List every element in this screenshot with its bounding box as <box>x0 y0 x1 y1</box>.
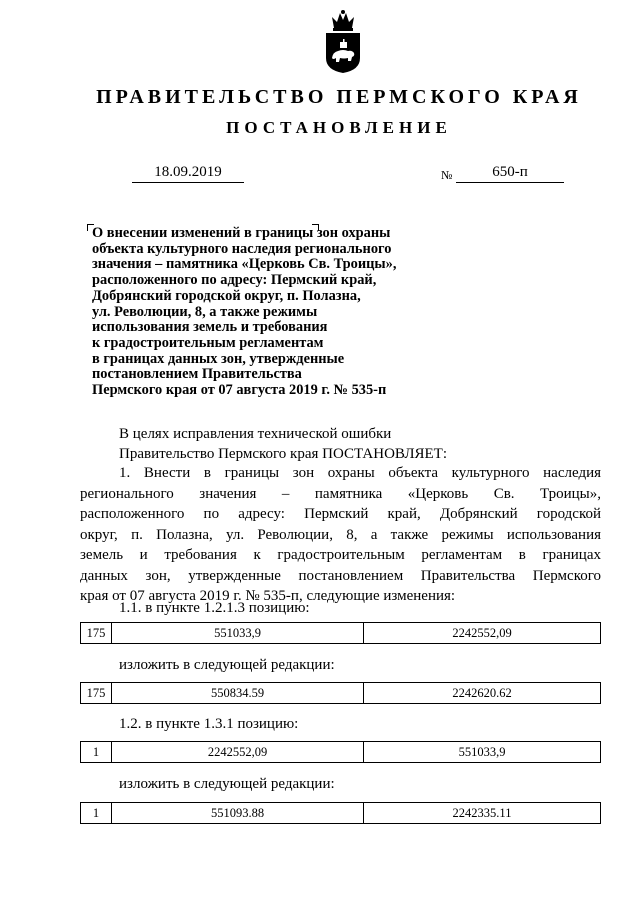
replace-text-1: изложить в следующей редакции: <box>119 657 335 673</box>
document-heading <box>92 226 432 399</box>
item-1-line: регионального значения – памятника «Церковь Св. Троицы», <box>80 486 601 502</box>
item-1-2: 1.2. в пункте 1.3.1 позицию: <box>119 716 299 732</box>
table-cell-x: 551033,9 <box>112 623 364 643</box>
government-title: ПРАВИТЕЛЬСТВО ПЕРМСКОГО КРАЯ <box>96 86 582 108</box>
item-1-line-last: края от 07 августа 2019 г. № 535-п, следующие изменения: <box>80 588 456 604</box>
table-position-new-2 <box>80 802 601 824</box>
heading-line: использования земель и требования <box>92 319 328 336</box>
table-position-old-1 <box>80 622 601 644</box>
heading-line: в границах данных зон, утвержденные <box>92 350 345 367</box>
paragraph-purpose: В целях исправления технической ошибки <box>119 426 392 442</box>
item-1-line <box>80 465 601 482</box>
table-cell-number: 175 <box>81 683 112 703</box>
item-1-1: 1.1. в пункте 1.2.1.3 позицию: <box>119 600 310 616</box>
table-cell-y: 551033,9 <box>458 744 506 759</box>
table-position-old-2 <box>80 741 601 763</box>
heading-line: постановлением Правительства <box>92 366 302 383</box>
item-1-line: расположенного по адресу: Пермский край, Добрянский городской <box>80 506 601 522</box>
document-number: 650-п <box>456 164 564 183</box>
table-cell-y: 2242552,09 <box>452 625 512 640</box>
item-1-line: данных зон, утвержденные постановлением Правительства Пермского <box>80 568 601 584</box>
heading-line: к градостроительным регламентам <box>92 334 324 351</box>
table-cell-y: 2242335.11 <box>452 805 512 820</box>
item-1-text: 1. Внести в границы зон охраны объекта культурного наследия <box>119 465 601 481</box>
number-sign: № <box>441 168 453 182</box>
table-cell-x: 551093.88 <box>112 803 364 823</box>
item-1-line: округ, п. Полазна, ул. Революции, 8, а также режимы использования <box>80 527 601 543</box>
document-type: ПОСТАНОВЛЕНИЕ <box>226 118 452 137</box>
table-cell-number: 175 <box>81 623 112 643</box>
heading-line: значения – памятника «Церковь Св. Троицы», <box>92 256 397 273</box>
table-cell-y: 2242620.62 <box>452 685 512 700</box>
heading-line: Добрянский городской округ, п. Полазна, <box>92 287 361 304</box>
table-cell-x: 2242552,09 <box>112 742 364 762</box>
heading-line: ул. Революции, 8, а также режимы <box>92 303 318 320</box>
heading-line: расположенного по адресу: Пермский край, <box>92 272 377 289</box>
table-cell-number: 1 <box>81 803 112 823</box>
heading-line: Пермского края от 07 августа 2019 г. № 535-п <box>92 382 387 399</box>
table-cell-number: 1 <box>81 742 112 762</box>
table-position-new-1 <box>80 682 601 704</box>
document-date: 18.09.2019 <box>132 164 244 183</box>
coat-of-arms-icon <box>323 8 363 74</box>
table-cell-x: 550834.59 <box>112 683 364 703</box>
replace-text-2: изложить в следующей редакции: <box>119 776 335 792</box>
item-1-line: земель и требования к градостроительным регламентам в границах <box>80 547 601 563</box>
paragraph-resolves: Правительство Пермского края ПОСТАНОВЛЯЕТ: <box>119 446 448 462</box>
heading-line: объекта культурного наследия регионального <box>92 240 392 257</box>
heading-line: О внесении изменений в границы зон охраны <box>92 225 391 241</box>
